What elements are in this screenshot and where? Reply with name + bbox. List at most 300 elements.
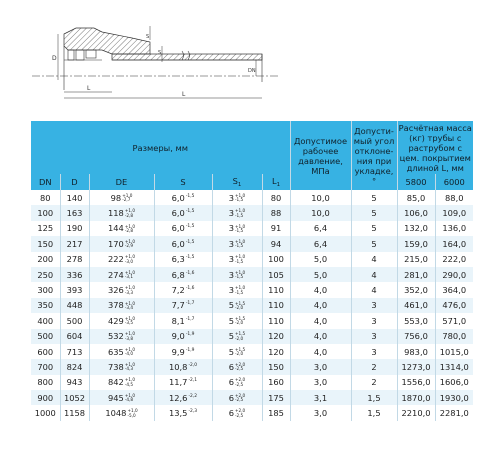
- cell-l1: 150: [262, 359, 290, 374]
- cell-d: 604: [60, 329, 89, 344]
- cell-mass-6000: 88,0: [435, 190, 473, 205]
- s1-tol-upper: +1,5: [235, 315, 246, 321]
- s1-value: 3: [228, 269, 235, 280]
- de-tol-upper: +1,0: [124, 300, 135, 306]
- table-row: [31, 405, 473, 420]
- cell-mass-5800: 2210,0: [397, 405, 435, 420]
- cell-de: [89, 344, 154, 359]
- de-tol-upper: +1,0: [124, 331, 135, 337]
- cell-s1: [212, 190, 262, 205]
- cell-s1: [212, 252, 262, 267]
- s-value: 7,7: [171, 300, 185, 311]
- cell-dn: 200: [31, 252, 60, 267]
- cell-s: [154, 190, 212, 205]
- cell-angle: 5: [351, 236, 397, 251]
- de-tol-upper: +1,0: [124, 392, 135, 398]
- s-tolerance: -1,6: [185, 286, 195, 292]
- de-tol-lower: -3,3: [124, 289, 133, 295]
- de-value: 144: [107, 223, 124, 234]
- col-s1: [212, 174, 262, 190]
- header-sizes: Размеры, мм: [31, 121, 290, 174]
- cell-mass-5800: 756,0: [397, 329, 435, 344]
- s-tolerance: -1,7: [185, 301, 195, 307]
- cell-s: [154, 205, 212, 220]
- de-tol-upper: +1,0: [124, 346, 135, 352]
- s-tolerance: -2,0: [188, 362, 198, 368]
- de-tol-lower: -4,0: [124, 351, 133, 357]
- de-tol-upper: +1,0: [124, 362, 135, 368]
- s1-tol-upper: +2,0: [235, 408, 246, 414]
- de-tol-lower: -3,5: [124, 320, 133, 326]
- de-tol-lower: -5,0: [127, 412, 136, 418]
- s1-value: 6: [228, 361, 235, 372]
- cell-de: [89, 190, 154, 205]
- cell-de: [89, 329, 154, 344]
- de-tolerance: [125, 209, 135, 218]
- cell-s1: [212, 405, 262, 420]
- cell-dn: 900: [31, 390, 60, 405]
- s1-value: 5: [228, 300, 235, 311]
- cell-s1: [212, 267, 262, 282]
- cell-mass-6000: 290,0: [435, 267, 473, 282]
- s1-tolerance: [235, 317, 245, 326]
- cell-pressure: 10,0: [290, 205, 351, 220]
- s1-value: 3: [228, 192, 235, 203]
- cell-s1: [212, 313, 262, 328]
- cell-mass-6000: 164,0: [435, 236, 473, 251]
- cell-mass-5800: 281,0: [397, 267, 435, 282]
- cell-l1: 185: [262, 405, 290, 420]
- cell-angle: 3: [351, 313, 397, 328]
- cell-s1: [212, 236, 262, 251]
- s1-value: 6: [228, 377, 235, 388]
- s-tolerance: -2,3: [188, 409, 198, 415]
- s-value: 12,6: [168, 392, 188, 403]
- cell-s: [154, 344, 212, 359]
- cell-de: [89, 390, 154, 405]
- table-row: [31, 375, 473, 390]
- cell-d: 163: [60, 205, 89, 220]
- s1-tol-lower: -2,0: [235, 320, 244, 326]
- s1-tol-upper: +1,0: [235, 269, 246, 275]
- s1-value: 5: [228, 315, 235, 326]
- s-tolerance: -1,9: [185, 347, 195, 353]
- cell-s1: [212, 205, 262, 220]
- de-value: 326: [107, 285, 124, 296]
- s1-value: 5: [228, 331, 235, 342]
- s1-tol-lower: -1,5: [235, 289, 244, 295]
- de-tolerance: [122, 194, 132, 203]
- cell-pressure: 4,0: [290, 329, 351, 344]
- cell-s: [154, 252, 212, 267]
- cell-l1: 91: [262, 221, 290, 236]
- cell-s: [154, 390, 212, 405]
- cell-s: [154, 282, 212, 297]
- cell-l1: 110: [262, 282, 290, 297]
- cell-s: [154, 221, 212, 236]
- s1-tol-lower: -2,5: [235, 366, 244, 372]
- de-value: 378: [107, 300, 124, 311]
- s-value: 11,7: [168, 377, 188, 388]
- col-mass-5800: 5800: [397, 174, 435, 190]
- s-tolerance: -2,1: [188, 378, 198, 384]
- s-tolerance: -1,7: [185, 316, 195, 322]
- de-tolerance: [127, 409, 137, 418]
- table-row: [31, 329, 473, 344]
- de-tolerance: [125, 271, 135, 280]
- cell-dn: 700: [31, 359, 60, 374]
- s1-tol-upper: +1,0: [235, 208, 246, 214]
- cell-de: [89, 236, 154, 251]
- s1-tolerance: [235, 348, 245, 357]
- de-tol-upper: +1,0: [124, 377, 135, 383]
- s1-tolerance: [235, 394, 245, 403]
- s1-value: 5: [228, 346, 235, 357]
- cell-angle: 2: [351, 359, 397, 374]
- s1-tol-upper: +1,5: [235, 331, 246, 337]
- cell-s1: [212, 221, 262, 236]
- cell-l1: 160: [262, 375, 290, 390]
- pipe-spec-table: [31, 121, 473, 421]
- s1-tol-lower: -2,0: [235, 304, 244, 310]
- s1-tolerance: [235, 209, 245, 218]
- cell-angle: 4: [351, 267, 397, 282]
- s1-tol-lower: -2,5: [235, 397, 244, 403]
- de-tolerance: [125, 240, 135, 249]
- cell-d: 1052: [60, 390, 89, 405]
- cell-dn: 250: [31, 267, 60, 282]
- table-row: [31, 359, 473, 374]
- cell-de: [89, 221, 154, 236]
- cell-mass-5800: 461,0: [397, 298, 435, 313]
- cell-s1: [212, 282, 262, 297]
- de-tolerance: [125, 255, 135, 264]
- de-tol-lower: -4,8: [124, 397, 133, 403]
- s1-tolerance: [235, 271, 245, 280]
- de-tol-lower: -3,8: [124, 335, 133, 341]
- s1-tol-lower: -2,5: [235, 412, 244, 418]
- cell-l1: 88: [262, 205, 290, 220]
- cell-mass-6000: 780,0: [435, 329, 473, 344]
- cell-l1: 120: [262, 329, 290, 344]
- cell-de: [89, 282, 154, 297]
- cell-pressure: 3,1: [290, 390, 351, 405]
- cell-mass-6000: 364,0: [435, 282, 473, 297]
- de-tol-lower: -2,7: [122, 197, 131, 203]
- cell-angle: 3: [351, 298, 397, 313]
- de-tol-upper: +1,0: [124, 269, 135, 275]
- s1-value: 3: [228, 223, 235, 234]
- cell-de: [89, 252, 154, 267]
- table-row: [31, 190, 473, 205]
- s1-tol-lower: -1,5: [235, 227, 244, 233]
- drawing-label-DN: DN: [248, 68, 256, 74]
- s1-tol-upper: +2,0: [235, 362, 246, 368]
- s-value: 6,8: [171, 269, 185, 280]
- drawing-label-S: S: [146, 34, 150, 40]
- de-tolerance: [125, 394, 135, 403]
- s-tolerance: -1,5: [185, 224, 195, 230]
- cell-mass-6000: 1314,0: [435, 359, 473, 374]
- de-value: 532: [107, 331, 124, 342]
- s1-tolerance: [235, 286, 245, 295]
- cell-mass-6000: 222,0: [435, 252, 473, 267]
- s-value: 6,0: [171, 192, 185, 203]
- cell-de: [89, 205, 154, 220]
- table-row: [31, 205, 473, 220]
- cell-s1: [212, 329, 262, 344]
- table-row: [31, 267, 473, 282]
- cell-d: 713: [60, 344, 89, 359]
- cell-s: [154, 236, 212, 251]
- table-row: [31, 282, 473, 297]
- cell-d: 500: [60, 313, 89, 328]
- cell-mass-6000: 1015,0: [435, 344, 473, 359]
- cell-angle: 5: [351, 205, 397, 220]
- s-value: 7,2: [171, 285, 185, 296]
- cell-de: [89, 375, 154, 390]
- cell-angle: 1,5: [351, 390, 397, 405]
- s-tolerance: -1,5: [185, 193, 195, 199]
- cell-pressure: 5,0: [290, 252, 351, 267]
- cell-d: 824: [60, 359, 89, 374]
- s-value: 6,0: [171, 238, 185, 249]
- cell-dn: 400: [31, 313, 60, 328]
- cell-angle: 1,5: [351, 405, 397, 420]
- de-tol-upper: +1,0: [122, 192, 133, 198]
- de-tol-lower: -3,1: [124, 274, 133, 280]
- de-tolerance: [125, 378, 135, 387]
- cell-mass-5800: 553,0: [397, 313, 435, 328]
- s-tolerance: -1,9: [185, 332, 195, 338]
- de-tol-upper: +1,0: [124, 285, 135, 291]
- s-tolerance: -2,2: [188, 393, 198, 399]
- s1-tolerance: [235, 225, 245, 234]
- cell-angle: 3: [351, 344, 397, 359]
- cell-dn: 150: [31, 236, 60, 251]
- s1-tolerance: [235, 194, 245, 203]
- cell-mass-5800: 1556,0: [397, 375, 435, 390]
- s1-tol-lower: -1,5: [235, 197, 244, 203]
- de-tol-lower: -2,8: [124, 227, 133, 233]
- col-s: S: [154, 174, 212, 190]
- cell-dn: 80: [31, 190, 60, 205]
- header-angle: Допусти-мый угол отклоне-ния при укладке, °: [351, 121, 397, 190]
- de-tol-lower: -2,8: [124, 212, 133, 218]
- s1-value: 3: [228, 254, 235, 265]
- de-value: 842: [107, 377, 124, 388]
- cell-mass-5800: 159,0: [397, 236, 435, 251]
- s-value: 8,1: [171, 315, 185, 326]
- cell-dn: 500: [31, 329, 60, 344]
- cell-dn: 300: [31, 282, 60, 297]
- s1-tolerance: [235, 240, 245, 249]
- cell-pressure: 3,0: [290, 375, 351, 390]
- cell-dn: 350: [31, 298, 60, 313]
- cell-d: 336: [60, 267, 89, 282]
- s1-tol-upper: +1,0: [235, 223, 246, 229]
- de-tolerance: [125, 302, 135, 311]
- cell-s1: [212, 359, 262, 374]
- cell-de: [89, 405, 154, 420]
- col-de: DE: [89, 174, 154, 190]
- s1-tolerance: [235, 332, 245, 341]
- cell-pressure: 3,0: [290, 359, 351, 374]
- cell-de: [89, 298, 154, 313]
- cell-d: 448: [60, 298, 89, 313]
- drawing-label-S1: S: [158, 50, 162, 56]
- cell-l1: 110: [262, 298, 290, 313]
- s-tolerance: -1,5: [185, 239, 195, 245]
- s1-tol-lower: -2,5: [235, 381, 244, 387]
- s1-value: 6: [228, 392, 235, 403]
- s1-tol-lower: -1,5: [235, 212, 244, 218]
- table-row: [31, 390, 473, 405]
- cell-d: 190: [60, 221, 89, 236]
- cell-de: [89, 359, 154, 374]
- table-row: [31, 298, 473, 313]
- cell-l1: 94: [262, 236, 290, 251]
- s-tolerance: -1,5: [185, 209, 195, 215]
- table-row: [31, 221, 473, 236]
- table-row: [31, 344, 473, 359]
- cell-d: 943: [60, 375, 89, 390]
- col-l1-sub: 1: [276, 182, 281, 188]
- cell-d: 393: [60, 282, 89, 297]
- s1-tolerance: [235, 255, 245, 264]
- col-l1: [262, 174, 290, 190]
- de-value: 429: [107, 315, 124, 326]
- cell-l1: 80: [262, 190, 290, 205]
- cell-l1: 110: [262, 313, 290, 328]
- cell-l1: 175: [262, 390, 290, 405]
- de-tol-upper: +1,0: [127, 408, 138, 414]
- cell-angle: 2: [351, 375, 397, 390]
- s-value: 10,8: [168, 361, 188, 372]
- cell-d: 217: [60, 236, 89, 251]
- cell-mass-6000: 571,0: [435, 313, 473, 328]
- cell-mass-6000: 109,0: [435, 205, 473, 220]
- s1-tol-upper: +1,0: [235, 254, 246, 260]
- s1-tol-upper: +1,5: [235, 346, 246, 352]
- cell-dn: 125: [31, 221, 60, 236]
- cell-d: 1158: [60, 405, 89, 420]
- s1-value: 3: [228, 208, 235, 219]
- cell-mass-5800: 132,0: [397, 221, 435, 236]
- cell-s1: [212, 375, 262, 390]
- cell-dn: 100: [31, 205, 60, 220]
- de-tolerance: [125, 317, 135, 326]
- s1-value: 6: [228, 408, 235, 419]
- de-value: 738: [107, 361, 124, 372]
- de-value: 274: [107, 269, 124, 280]
- cell-dn: 800: [31, 375, 60, 390]
- de-tolerance: [125, 225, 135, 234]
- s1-tolerance: [235, 409, 245, 418]
- cell-pressure: 5,0: [290, 267, 351, 282]
- s-value: 9,0: [171, 331, 185, 342]
- s1-tol-upper: +2,0: [235, 377, 246, 383]
- cell-angle: 5: [351, 190, 397, 205]
- header-pressure: Допустимое рабочее давление, МПа: [290, 121, 351, 190]
- s1-tol-lower: -2,0: [235, 335, 244, 341]
- cell-mass-6000: 1606,0: [435, 375, 473, 390]
- col-s1-letter: S: [232, 176, 238, 186]
- cell-angle: 3: [351, 329, 397, 344]
- cell-mass-5800: 106,0: [397, 205, 435, 220]
- s1-tolerance: [235, 378, 245, 387]
- de-value: 1048: [105, 408, 127, 419]
- col-d: D: [60, 174, 89, 190]
- cell-l1: 100: [262, 252, 290, 267]
- cell-pressure: 6,4: [290, 221, 351, 236]
- cell-s1: [212, 344, 262, 359]
- drawing-label-D: D: [52, 55, 57, 62]
- cell-s: [154, 298, 212, 313]
- de-value: 98: [110, 192, 122, 203]
- cell-angle: 4: [351, 282, 397, 297]
- s-value: 6,3: [171, 254, 185, 265]
- s-value: 6,0: [171, 223, 185, 234]
- cell-angle: 5: [351, 221, 397, 236]
- s-tolerance: -1,5: [185, 255, 195, 261]
- de-value: 170: [107, 238, 124, 249]
- s1-tolerance: [235, 302, 245, 311]
- de-value: 635: [107, 346, 124, 357]
- de-tol-upper: +1,0: [124, 254, 135, 260]
- s1-tol-upper: +1,0: [235, 192, 246, 198]
- s-value: 9,9: [171, 346, 185, 357]
- s1-tol-lower: -2,0: [235, 351, 244, 357]
- cell-mass-5800: 215,0: [397, 252, 435, 267]
- s1-tol-lower: -1,5: [235, 258, 244, 264]
- s1-value: 3: [228, 285, 235, 296]
- cell-s: [154, 329, 212, 344]
- cell-s: [154, 405, 212, 420]
- s1-tol-upper: +1,0: [235, 238, 246, 244]
- de-tol-lower: -3,4: [124, 304, 133, 310]
- cell-l1: 105: [262, 267, 290, 282]
- cell-d: 278: [60, 252, 89, 267]
- s1-tol-upper: +1,0: [235, 285, 246, 291]
- cell-s: [154, 375, 212, 390]
- pipe-socket-drawing: [32, 20, 282, 100]
- cell-pressure: 3,0: [290, 405, 351, 420]
- cell-mass-6000: 476,0: [435, 298, 473, 313]
- de-tolerance: [125, 363, 135, 372]
- de-tolerance: [125, 332, 135, 341]
- cell-pressure: 10,0: [290, 190, 351, 205]
- cell-mass-5800: 352,0: [397, 282, 435, 297]
- cell-dn: 1000: [31, 405, 60, 420]
- de-value: 945: [107, 392, 124, 403]
- de-value: 118: [107, 208, 124, 219]
- s1-tol-upper: +2,0: [235, 392, 246, 398]
- cell-s: [154, 313, 212, 328]
- col-mass-6000: 6000: [435, 174, 473, 190]
- col-dn: DN: [31, 174, 60, 190]
- s1-tol-lower: -1,5: [235, 243, 244, 249]
- cell-angle: 4: [351, 252, 397, 267]
- cell-pressure: 4,0: [290, 298, 351, 313]
- col-s1-sub: 1: [237, 182, 242, 188]
- cell-pressure: 4,0: [290, 344, 351, 359]
- s-value: 13,5: [168, 408, 188, 419]
- cell-pressure: 4,0: [290, 282, 351, 297]
- s1-value: 3: [228, 238, 235, 249]
- cell-d: 140: [60, 190, 89, 205]
- s-tolerance: -1,6: [185, 270, 195, 276]
